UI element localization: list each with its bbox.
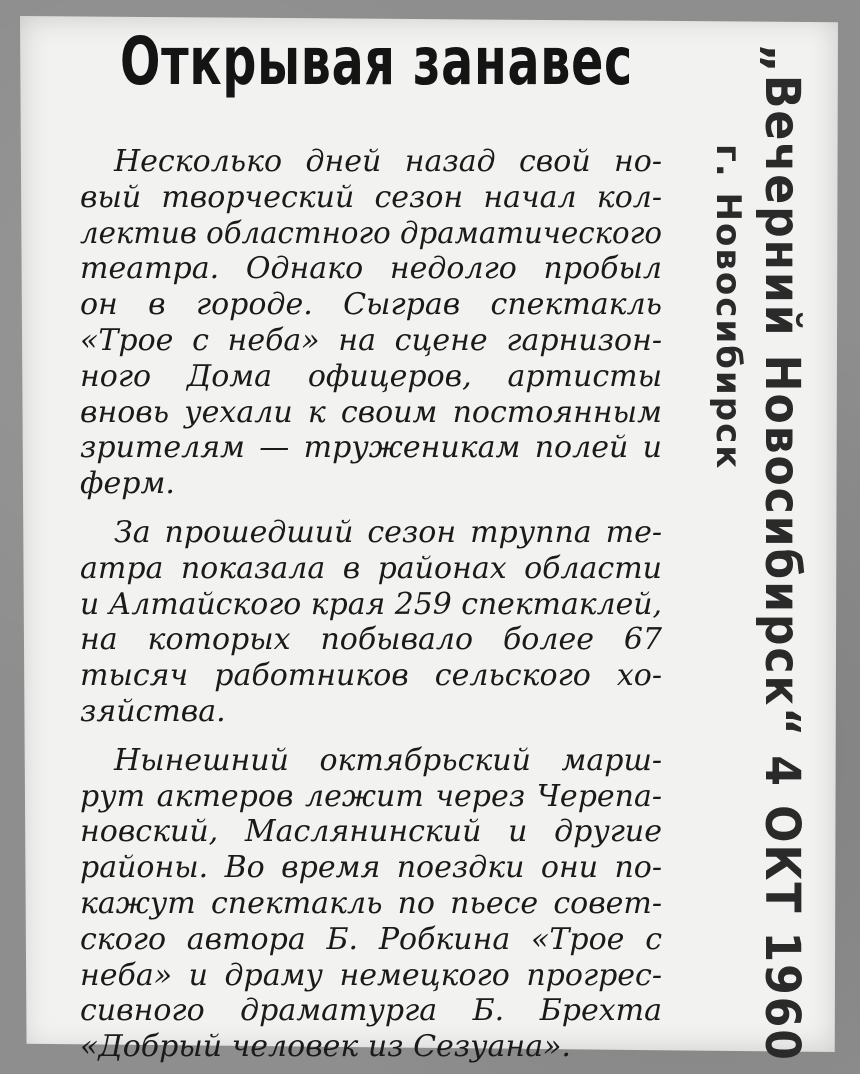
article-line: новский, Маслянинский и другие	[80, 814, 662, 850]
article-line: Нынешний октябрьский марш-	[114, 742, 662, 778]
article-line: лектив областного драматического	[80, 215, 662, 251]
article-line: ского автора Б. Робкина «Трое с	[80, 921, 662, 957]
article-line: и Алтайского края 259 спектаклей,	[80, 586, 662, 622]
article-body	[80, 144, 662, 1065]
article-line: он в городе. Сыграв спектакль	[80, 287, 662, 323]
article-line: районы. Во время поездки они по-	[80, 850, 662, 886]
paragraph-3	[80, 743, 662, 1065]
article-line: зяйства.	[80, 693, 226, 729]
article-line: ного Дома офицеров, артисты	[80, 358, 662, 394]
article-line: «Добрый человек из Сезуана».	[80, 1029, 571, 1065]
article-line: Несколько дней назад свой но-	[114, 144, 662, 179]
source-stamp	[688, 24, 818, 1062]
article-line: рут актеров лежит через Черепа-	[80, 778, 662, 814]
article-line: «Трое с неба» на сцене гарнизон-	[80, 322, 662, 358]
article-line: ферм.	[80, 466, 175, 502]
article-line: За прошедший сезон труппа те-	[114, 514, 662, 550]
article-line: неба» и драму немецкого прогрес-	[80, 957, 662, 993]
article-line: зрителям — труженикам полей и	[80, 430, 662, 466]
stamp-city: г. Новосибирск	[708, 144, 748, 471]
article-line: вновь уехали к своим постоянным	[80, 394, 662, 430]
article-line: атра показала в районах области	[80, 550, 662, 586]
article-headline: Открывая занавес	[120, 23, 633, 100]
article-line: тысяч работников сельского хо-	[80, 658, 662, 694]
stamp-source: „Вечерний Новосибирск“ 4 ОКТ 1960	[754, 44, 810, 1062]
article-line: театра. Однако недолго пробыл	[80, 251, 662, 287]
paragraph-1	[80, 144, 662, 502]
article-line: на которых побывало более 67	[80, 622, 662, 658]
article-line: вый творческий сезон начал кол-	[80, 179, 662, 215]
paragraph-2	[80, 515, 662, 730]
article-line: сивного драматурга Б. Брехта	[80, 993, 662, 1029]
article-line: кажут спектакль по пьесе совет-	[80, 885, 662, 921]
